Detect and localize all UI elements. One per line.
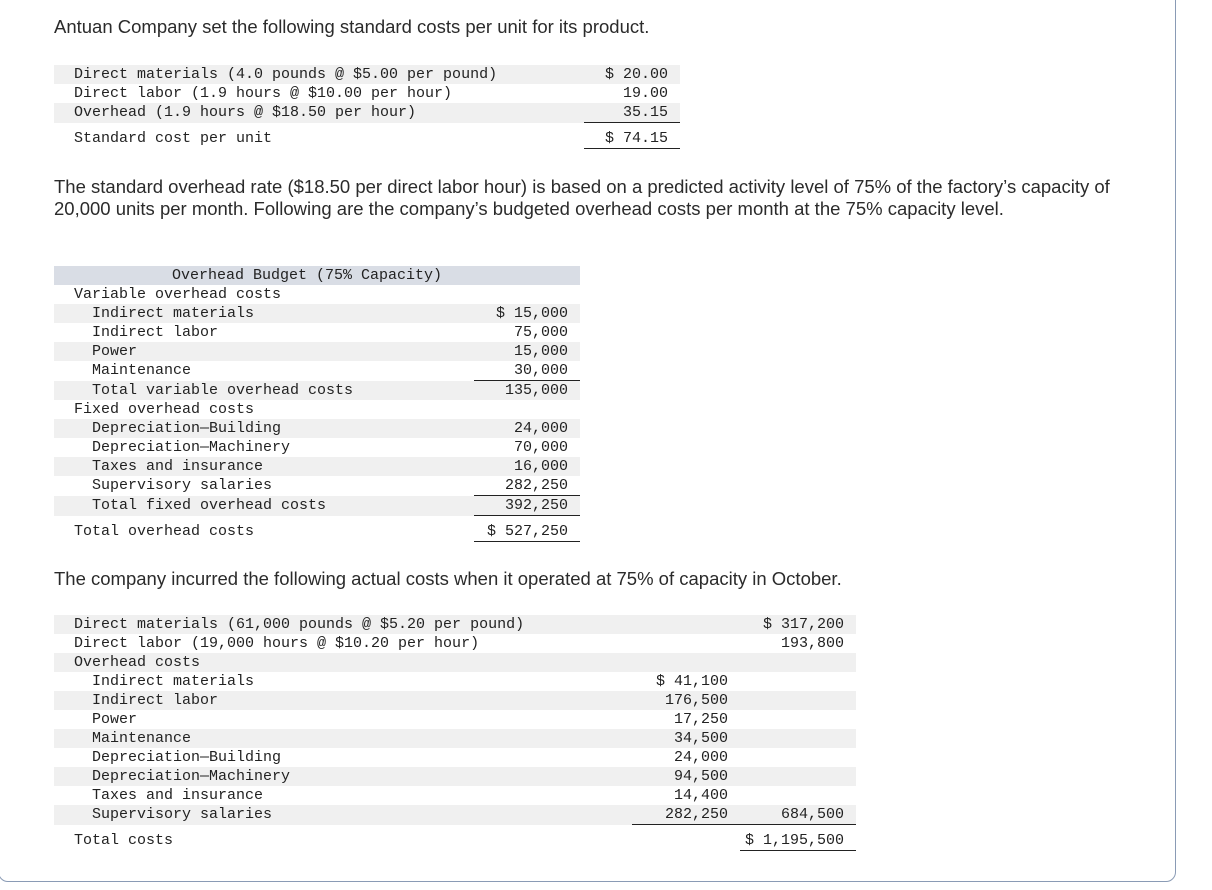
table-row-subtotal: Total fixed overhead costs 392,250 <box>54 496 580 516</box>
intro-text: Antuan Company set the following standard costs per unit for its product. <box>54 16 650 37</box>
budget-title-row <box>54 266 580 285</box>
table-row: Supervisory salaries 282,250 684,500 <box>54 805 856 825</box>
table-row: Direct materials (4.0 pounds @ $5.00 per pound) $ 20.00 <box>54 65 680 84</box>
table-row: Taxes and insurance 14,400 <box>92 787 728 804</box>
table-row: Overhead (1.9 hours @ $18.50 per hour) 35.15 <box>54 103 680 123</box>
table-row: Depreciation—Building 24,000 <box>54 419 580 438</box>
table-row: Indirect materials $ 15,000 <box>54 304 580 323</box>
actual-paragraph: The company incurred the following actual costs when it operated at 75% of capacity in October. <box>54 568 842 589</box>
table-row: Direct labor (1.9 hours @ $10.00 per hour) 19.00 <box>74 85 668 102</box>
table-row-total: Total overhead costs $ 527,250 <box>54 522 580 542</box>
actual-costs-table <box>54 615 856 851</box>
overhead-total: 684,500 <box>740 805 856 825</box>
table-row: Fixed overhead costs <box>74 401 255 418</box>
table-row: Overhead costs <box>54 653 856 672</box>
table-row: Taxes and insurance 16,000 <box>54 457 580 476</box>
table-row: Variable overhead costs <box>74 286 282 303</box>
table-row-subtotal: Total variable overhead costs 135,000 <box>54 381 580 401</box>
table-row: Supervisory salaries 282,250 <box>54 476 580 496</box>
table-row: Depreciation—Machinery 94,500 <box>54 767 856 786</box>
rate-paragraph: The standard overhead rate ($18.50 per direct labor hour) is based on a predicted activity level of 75% of the factory’s capacity of 20,000 units per month. Following are the company’s budgeted overhead costs per month at the 75% capacity level. <box>54 176 1110 219</box>
table-row: Depreciation—Building 24,000 <box>92 749 728 766</box>
standard-cost-table <box>54 65 680 149</box>
table-row: Power 17,250 <box>92 711 728 728</box>
budget-title: Overhead Budget (75% Capacity) <box>54 266 580 285</box>
table-row: Indirect labor 75,000 <box>92 324 568 341</box>
table-row: Direct materials (61,000 pounds @ $5.20 per pound) $ 317,200 <box>54 615 856 634</box>
table-row: Indirect labor 176,500 <box>54 691 856 710</box>
table-row: Power 15,000 <box>54 342 580 361</box>
table-row: Indirect materials $ 41,100 <box>92 673 728 690</box>
table-row-total: Total costs $ 1,195,500 <box>54 831 856 851</box>
overhead-budget-table <box>54 266 580 542</box>
table-row: Maintenance 34,500 <box>54 729 856 748</box>
table-row-total: Standard cost per unit $ 74.15 <box>54 129 680 149</box>
table-row: Depreciation—Machinery 70,000 <box>92 439 568 456</box>
table-row: Direct labor (19,000 hours @ $10.20 per hour) 193,800 <box>74 635 844 652</box>
table-row: Maintenance 30,000 <box>54 361 580 381</box>
